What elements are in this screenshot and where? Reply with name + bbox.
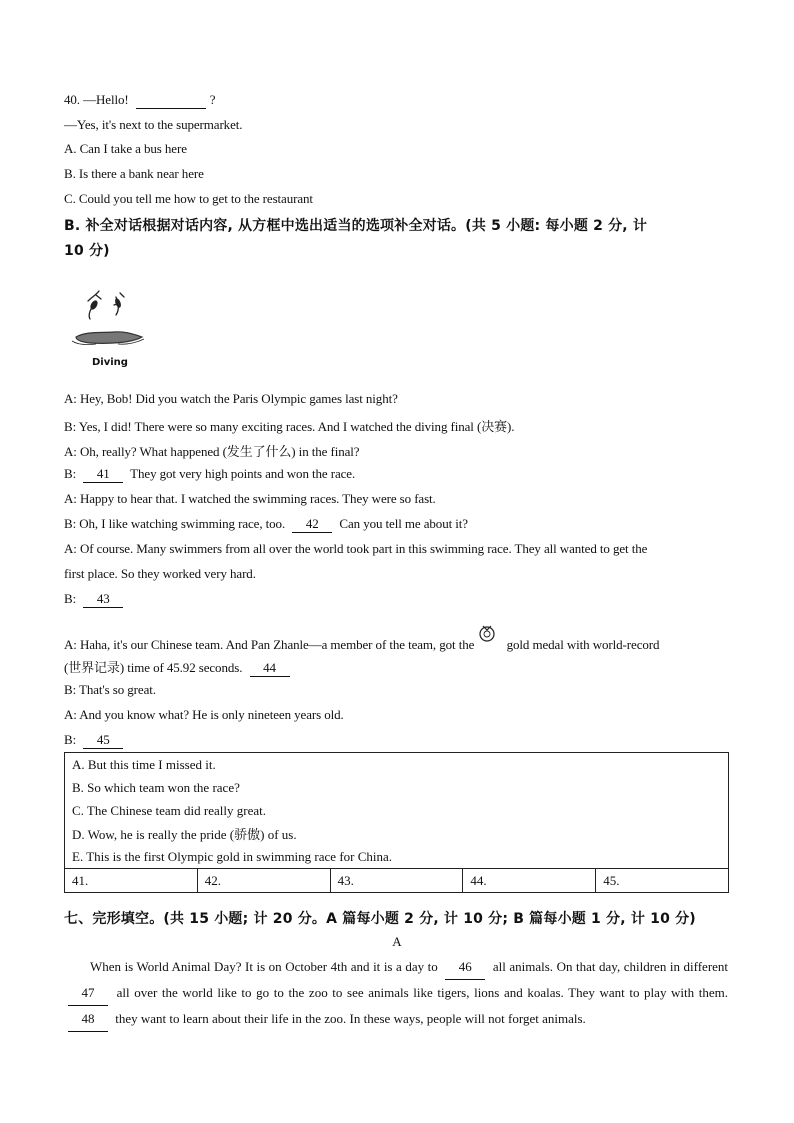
dialog-line-6-text: B: Oh, I like watching swimming race, too. [64,516,286,531]
box-option-a: A. But this time I missed it. [65,753,729,777]
options-box [64,752,729,893]
question-40-option-a[interactable]: A. Can I take a bus here [64,141,187,156]
dialog-line-9 [64,631,659,653]
question-40-option-b[interactable]: B. Is there a bank near here [64,166,204,181]
dialog-line-1: A: Hey, Bob! Did you watch the Paris Olympic games last night? [64,391,398,406]
dialog-line-10 [64,657,294,677]
box-option-e: E. This is the first Olympic gold in swimming race for China. [65,845,729,869]
blank-43[interactable]: 43 [83,591,123,608]
diving-caption: Diving [92,357,128,368]
dialog-line-8 [64,591,127,608]
dialog-line-9-end: gold medal with world-record [506,637,660,652]
blank-48[interactable]: 48 [68,1006,108,1032]
speaker-b: B: [64,591,77,606]
question-40-answer-line: —Yes, it's next to the supermarket. [64,117,243,132]
answer-cell-44[interactable]: 44. [463,869,596,893]
box-option-c: C. The Chinese team did really great. [65,799,729,822]
passage-a-part-1: When is World Animal Day? It is on October 4th and it is a day to [90,959,438,974]
dialog-line-10-text: (世界记录) time of 45.92 seconds. [64,660,243,675]
blank-44[interactable]: 44 [250,660,290,677]
dialog-line-9-text: A: Haha, it's our Chinese team. And Pan Zhanle—a member of the team, got the [64,637,475,652]
dialog-line-13 [64,732,127,749]
question-40-option-c[interactable]: C. Could you tell me how to get to the restaurant [64,191,313,206]
dialog-line-3: A: Oh, really? What happened (发生了什么) in the final? [64,444,360,459]
speaker-b: B: [64,466,77,481]
dialog-line-11: B: That's so great. [64,682,156,697]
answer-cell-45[interactable]: 45. [596,869,729,893]
passage-a-part-2: all animals. On that day, children in different [492,959,729,974]
dialog-line-6 [64,516,468,533]
dialog-line-6-end: Can you tell me about it? [339,516,468,531]
question-40-stem [64,92,215,109]
dialog-line-5: A: Happy to hear that. I watched the swimming races. They were so fast. [64,491,436,506]
dialog-line-4-text: They got very high points and won the race. [130,466,356,481]
passage-a-label: A [392,934,402,949]
dialog-line-4 [64,466,355,483]
dialog-line-7b: first place. So they worked very hard. [64,566,256,581]
answer-cell-43[interactable]: 43. [330,869,463,893]
section-7-heading: 七、完形填空。(共 15 小题; 计 20 分。A 篇每小题 2 分, 计 10 分; B 篇每小题 1 分, 计 10 分) [64,911,696,927]
box-option-d: D. Wow, he is really the pride (骄傲) of us. [65,822,729,845]
section-b-heading-line1: B. 补全对话根据对话内容, 从方框中选出适当的选项补全对话。(共 5 小题: 每小题 2 分, 计 [64,218,648,234]
blank-47[interactable]: 47 [68,980,108,1006]
passage-a-part-3: all over the world like to go to the zoo to see animals like tigers, lions and koalas. They want to play with them. [116,985,728,1000]
blank-45[interactable]: 45 [83,732,123,749]
answer-cell-42[interactable]: 42. [197,869,330,893]
dialog-line-7a: A: Of course. Many swimmers from all over the world took part in this swimming race. They all wanted to get the [64,541,648,556]
answer-cell-41[interactable]: 41. [65,869,198,893]
section-b-heading-line2: 10 分) [64,243,110,259]
dialog-line-12: A: And you know what? He is only nineteen years old. [64,707,344,722]
speaker-b: B: [64,732,77,747]
medal-icon [477,623,497,643]
question-40-blank[interactable] [136,92,206,109]
question-40-stem-end: ? [209,92,216,107]
blank-46[interactable]: 46 [445,954,485,980]
question-40-stem-text: 40. —Hello! [64,92,129,107]
blank-42[interactable]: 42 [292,516,332,533]
dialog-line-2: B: Yes, I did! There were so many exciting races. And I watched the diving final (决赛). [64,419,515,434]
passage-a-part-4: they want to learn about their life in the zoo. In these ways, people will not forget animals. [115,1011,586,1026]
box-option-b: B. So which team won the race? [65,776,729,799]
blank-41[interactable]: 41 [83,466,123,483]
passage-a-text [64,954,728,1032]
